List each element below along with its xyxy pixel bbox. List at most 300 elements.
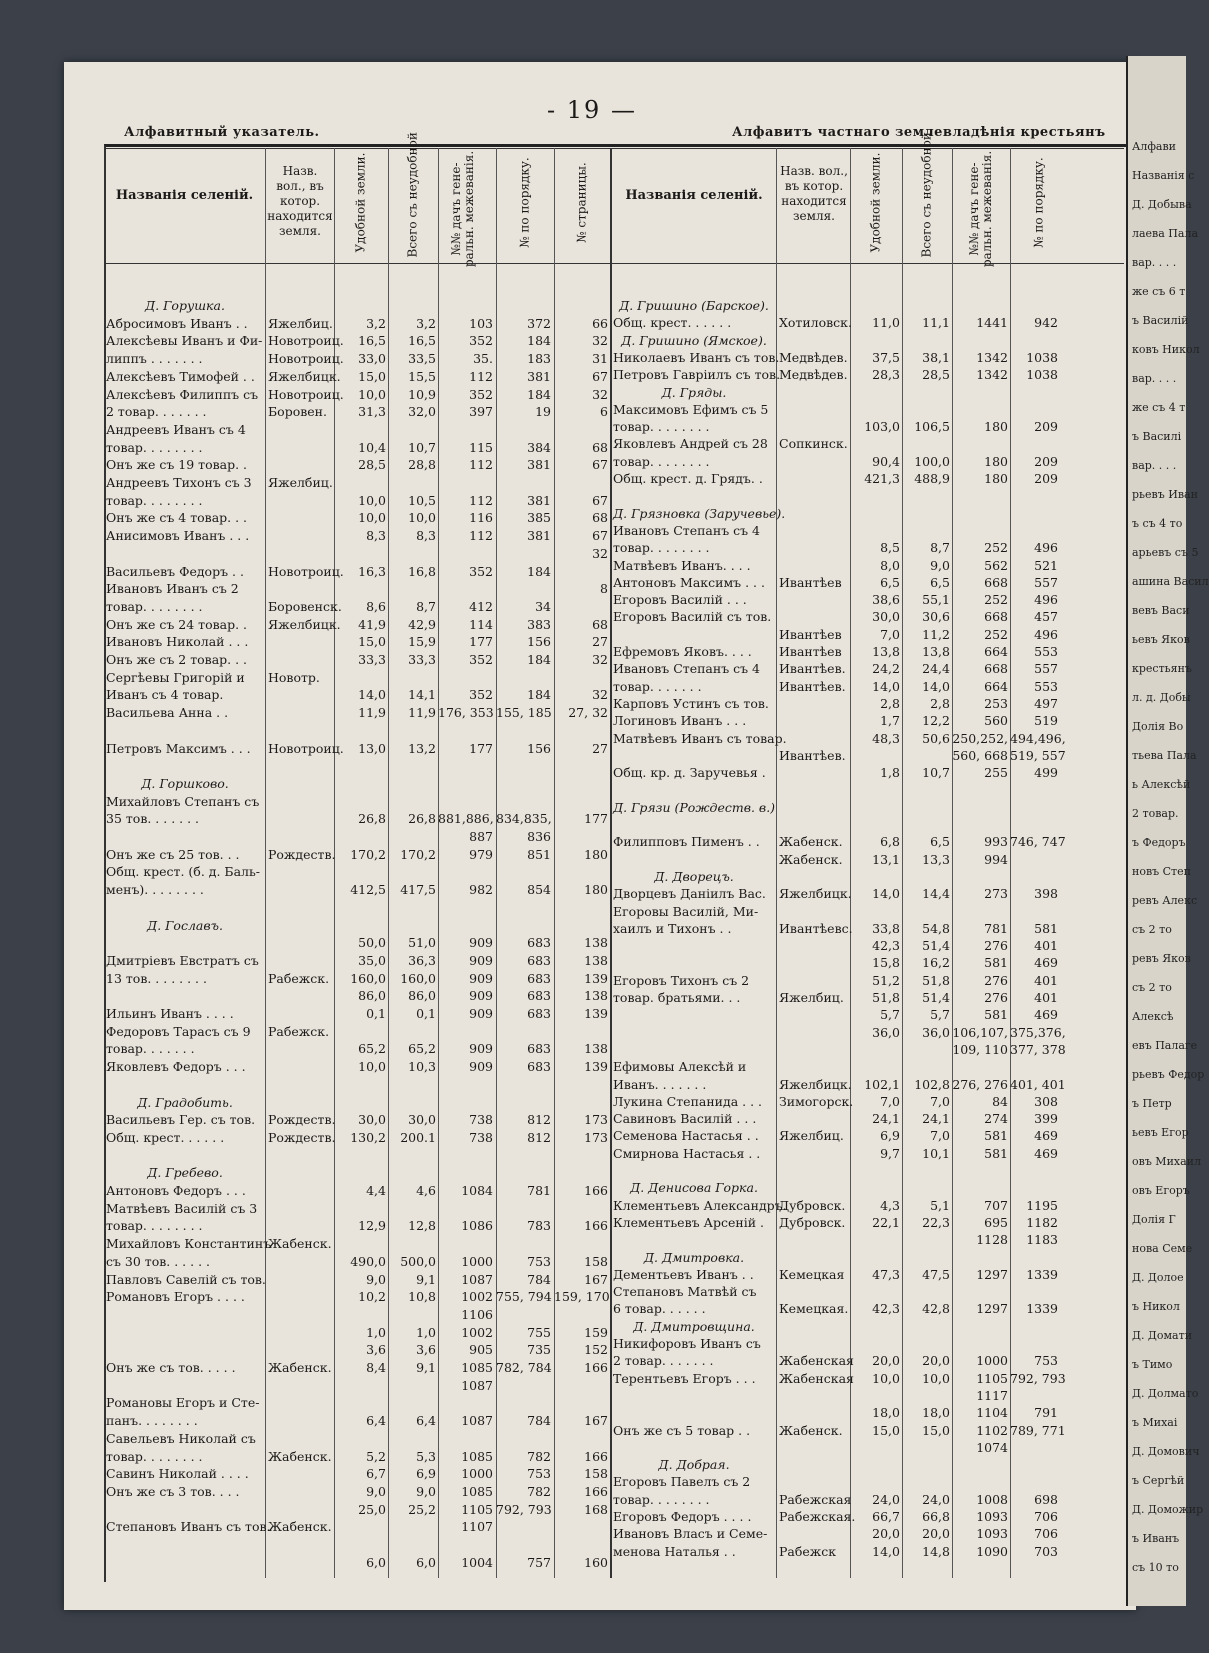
total-land-cell: 3,2 bbox=[416, 315, 436, 331]
owner-name: панъ. . . . . . . . bbox=[106, 1413, 198, 1429]
total-land-cell: 38,1 bbox=[922, 349, 950, 365]
dacha-number-cell: 252 bbox=[984, 592, 1008, 608]
page-number: - 19 — bbox=[547, 96, 637, 124]
owner-name: Терентьевъ Егоръ . . . bbox=[613, 1370, 756, 1386]
owner-name: Клементьевъ Арсеній . bbox=[613, 1214, 765, 1230]
order-number-cell: 496 bbox=[1034, 592, 1058, 608]
page-number-cell: 160 bbox=[584, 1554, 608, 1570]
page-number-cell: 67 bbox=[592, 492, 608, 508]
dacha-number-cell: 560 bbox=[984, 713, 1008, 729]
volost-cell: Ивантѣев. bbox=[779, 747, 846, 763]
total-land-cell: 22,3 bbox=[922, 1214, 950, 1230]
owner-name: Общ. крест. (б. д. Баль- bbox=[106, 864, 261, 880]
good-land-cell: 170,2 bbox=[350, 846, 386, 862]
good-land-cell: 38,6 bbox=[872, 592, 900, 608]
village-heading: Д. Гришино (Ямское). bbox=[621, 332, 767, 348]
good-land-cell: 15,0 bbox=[872, 1422, 900, 1438]
good-land-cell: 9,0 bbox=[366, 1271, 386, 1287]
good-land-cell: 51,8 bbox=[872, 990, 900, 1005]
total-land-cell: 13,3 bbox=[922, 851, 950, 867]
dacha-number-cell: 112 bbox=[469, 368, 493, 384]
order-number-cell: 156 bbox=[527, 740, 551, 756]
dacha-number-cell: 255 bbox=[984, 765, 1008, 781]
volost-cell: Ивантѣевс. bbox=[779, 920, 853, 936]
owner-name: Матвѣевъ Иванъ съ товар. bbox=[613, 730, 787, 746]
owner-name: Васильевъ Гер. съ тов. bbox=[106, 1112, 256, 1128]
total-land-cell: 24,4 bbox=[922, 661, 950, 677]
owner-name: Романовъ Егоръ . . . . bbox=[106, 1289, 245, 1305]
total-land-cell: 10,7 bbox=[408, 439, 436, 455]
volost-cell: Яжелбиц. bbox=[779, 990, 844, 1005]
dacha-number-cell: 412 bbox=[469, 598, 493, 614]
total-land-cell: 25,2 bbox=[408, 1501, 436, 1517]
page-number-cell: 67 bbox=[592, 528, 608, 544]
order-number-cell: 372 bbox=[527, 315, 551, 331]
total-land-cell: 15,5 bbox=[408, 368, 436, 384]
page-number-cell: 68 bbox=[592, 510, 608, 526]
good-land-cell: 10,0 bbox=[358, 386, 386, 402]
volost-cell: Яжелбицк. bbox=[268, 368, 341, 384]
owner-name: Логиновъ Иванъ . . . bbox=[613, 713, 747, 729]
dacha-number-cell: 252 bbox=[984, 540, 1008, 556]
dacha-number-cell: 581 bbox=[984, 1128, 1008, 1144]
total-land-cell: 30,6 bbox=[922, 609, 950, 625]
dacha-number-cell: 109, 110 bbox=[952, 1041, 1008, 1057]
dacha-number-cell: 1093 bbox=[976, 1526, 1008, 1542]
good-land-cell: 5,2 bbox=[366, 1448, 386, 1464]
order-number-cell: 308 bbox=[1034, 1093, 1058, 1109]
next-page-fragment: овъ Михаил bbox=[1132, 1155, 1201, 1168]
order-number-cell: 401 bbox=[1034, 938, 1058, 954]
good-land-cell: 13,8 bbox=[872, 644, 900, 659]
good-land-cell: 86,0 bbox=[358, 988, 386, 1004]
order-number-cell: 789, 771 bbox=[1010, 1422, 1066, 1438]
owner-name: Онъ же съ 3 тов. . . . bbox=[106, 1483, 240, 1499]
good-land-cell: 2,8 bbox=[880, 695, 900, 711]
total-land-cell: 8,7 bbox=[416, 598, 436, 614]
volost-cell: Яжелбиц. bbox=[268, 315, 333, 331]
order-number-cell: 553 bbox=[1034, 678, 1058, 694]
owner-name: Онъ же съ 2 товар. . . bbox=[106, 652, 248, 667]
good-land-cell: 160,0 bbox=[350, 970, 386, 986]
volost-cell: Яжелбицк. bbox=[268, 616, 341, 632]
owner-name: Яковлевъ Федоръ . . . bbox=[106, 1059, 246, 1075]
good-land-cell: 130,2 bbox=[350, 1129, 386, 1145]
good-land-cell: 20,0 bbox=[872, 1353, 900, 1369]
good-land-cell: 37,5 bbox=[872, 349, 900, 365]
total-land-cell: 18,0 bbox=[922, 1405, 950, 1421]
total-land-cell: 54,8 bbox=[922, 920, 950, 936]
order-number-cell: 469 bbox=[1034, 1007, 1058, 1023]
owner-name: Дементьевъ Иванъ . . bbox=[613, 1266, 754, 1282]
volost-cell: Ивантѣев. bbox=[779, 678, 846, 694]
dacha-number-cell: 1000 bbox=[976, 1353, 1008, 1369]
volost-cell: Жабенская bbox=[779, 1353, 854, 1369]
dacha-number-cell: 560, 668 bbox=[952, 747, 1008, 763]
total-land-cell: 65,2 bbox=[408, 1041, 436, 1057]
order-number-cell: 457 bbox=[1034, 609, 1058, 625]
owner-name: товар. братьями. . . bbox=[613, 990, 741, 1005]
dacha-number-cell: 1002 bbox=[461, 1289, 493, 1305]
owner-name: Карповъ Устинъ съ тов. bbox=[613, 695, 769, 711]
total-land-cell: 16,5 bbox=[408, 333, 436, 349]
dacha-number-cell: 909 bbox=[469, 1041, 493, 1057]
total-land-cell: 11,2 bbox=[922, 626, 950, 642]
header-right-order: № по порядку. bbox=[1031, 157, 1046, 248]
good-land-cell: 6,8 bbox=[880, 834, 900, 850]
owner-name: Ивановъ Степанъ съ 4 bbox=[613, 661, 761, 677]
next-page-fragment: Д. Долое bbox=[1132, 1271, 1184, 1284]
dacha-number-cell: 562 bbox=[984, 557, 1008, 573]
order-number-cell: 401 bbox=[1034, 990, 1058, 1005]
volost-cell: Жабенск. bbox=[779, 1422, 843, 1438]
dacha-number-cell: 180 bbox=[984, 453, 1008, 469]
total-land-cell: 5,1 bbox=[930, 1197, 950, 1213]
owner-name: Никифоровъ Иванъ съ bbox=[613, 1336, 761, 1351]
next-page-fragment: Алфави bbox=[1132, 140, 1177, 153]
next-page-fragment: Д. Домати bbox=[1132, 1329, 1193, 1342]
next-page-fragment: Д. Добыва bbox=[1132, 198, 1192, 211]
order-number-cell: 155, 185 bbox=[496, 705, 552, 721]
volost-cell: Яжелбицк. bbox=[779, 886, 852, 902]
dacha-number-cell: 664 bbox=[984, 678, 1008, 694]
good-land-cell: 8,3 bbox=[366, 528, 386, 544]
total-land-cell: 55,1 bbox=[922, 592, 950, 608]
total-land-cell: 15,0 bbox=[922, 1422, 950, 1438]
page-number-cell: 27, 32 bbox=[568, 705, 608, 721]
total-land-cell: 14,4 bbox=[922, 886, 950, 902]
next-page-fragment: ь Алексѣй bbox=[1132, 778, 1191, 791]
good-land-cell: 42,3 bbox=[872, 938, 900, 954]
total-land-cell: 102,8 bbox=[914, 1076, 950, 1092]
dacha-number-cell: 1102 bbox=[976, 1422, 1008, 1438]
dacha-number-cell: 114 bbox=[469, 616, 493, 632]
good-land-cell: 1,0 bbox=[366, 1324, 386, 1340]
page-number-cell: 67 bbox=[592, 457, 608, 473]
page-number-cell: 167 bbox=[584, 1271, 608, 1287]
total-land-cell: 86,0 bbox=[408, 988, 436, 1004]
page-number-cell: 166 bbox=[584, 1360, 608, 1375]
next-page-fragment: ъ Сергѣй bbox=[1132, 1474, 1185, 1487]
next-page-fragment: ъ Василій bbox=[1132, 314, 1189, 327]
dacha-number-cell: 106,107, bbox=[952, 1024, 1008, 1040]
good-land-cell: 33,3 bbox=[358, 652, 386, 667]
good-land-cell: 103,0 bbox=[864, 419, 900, 435]
good-land-cell: 1,7 bbox=[880, 713, 900, 729]
order-number-cell: 519 bbox=[1034, 713, 1058, 729]
page-number-cell: 152 bbox=[584, 1342, 608, 1358]
order-number-cell: 385 bbox=[527, 510, 551, 526]
owner-name: Анисимовъ Иванъ . . . bbox=[106, 528, 250, 544]
good-land-cell: 20,0 bbox=[872, 1526, 900, 1542]
volost-cell: Новотроиц. bbox=[268, 563, 344, 579]
owner-name: Общ. крест. . . . . . bbox=[613, 315, 732, 331]
owner-name: товар. . . . . . . . bbox=[106, 439, 203, 455]
good-land-cell: 25,0 bbox=[358, 1501, 386, 1517]
page-number-cell: 139 bbox=[584, 1059, 608, 1075]
page-number-cell: 31 bbox=[592, 351, 608, 367]
owner-name: Антоновъ Федоръ . . . bbox=[106, 1183, 246, 1198]
order-number-cell: 753 bbox=[527, 1253, 551, 1269]
good-land-cell: 0,1 bbox=[366, 1006, 386, 1021]
volost-cell: Рабежская bbox=[779, 1491, 852, 1507]
dacha-number-cell: 1342 bbox=[976, 367, 1008, 383]
page-number-cell: 139 bbox=[584, 970, 608, 986]
dacha-number-cell: 581 bbox=[984, 1145, 1008, 1161]
owner-name: Романовы Егоръ и Сте- bbox=[106, 1395, 260, 1411]
volost-cell: Новотр. bbox=[268, 669, 320, 685]
total-land-cell: 13,8 bbox=[922, 644, 950, 659]
total-land-cell: 33,5 bbox=[408, 351, 436, 367]
volost-cell: Медвѣдев. bbox=[779, 349, 848, 365]
dacha-number-cell: 1128 bbox=[976, 1232, 1008, 1248]
total-land-cell: 10,3 bbox=[408, 1059, 436, 1075]
order-number-cell: 184 bbox=[527, 333, 551, 349]
next-page-fragment: ревъ Алекс bbox=[1132, 894, 1198, 907]
total-land-cell: 28,5 bbox=[922, 367, 950, 383]
village-heading: Д. Гришино (Барское). bbox=[619, 298, 769, 313]
owner-name: менова Наталья . . bbox=[613, 1543, 736, 1559]
owner-name: товар. . . . . . . . bbox=[613, 540, 710, 556]
owner-name: Антоновъ Максимъ . . . bbox=[613, 574, 765, 590]
order-number-cell: 1182 bbox=[1026, 1214, 1058, 1230]
dacha-number-cell: 1105 bbox=[976, 1370, 1008, 1386]
owner-name: Егоровъ Федоръ . . . . bbox=[613, 1509, 752, 1524]
total-land-cell: 10,0 bbox=[408, 510, 436, 526]
page-number-cell: 159 bbox=[584, 1324, 608, 1340]
total-land-cell: 16,8 bbox=[408, 563, 436, 579]
good-land-cell: 11,9 bbox=[358, 705, 386, 721]
dacha-number-cell: 112 bbox=[469, 492, 493, 508]
good-land-cell: 18,0 bbox=[872, 1405, 900, 1421]
volost-cell: Рождеств. bbox=[268, 1129, 336, 1145]
dacha-number-cell: 253 bbox=[984, 695, 1008, 711]
next-page-fragment: ъ Тимо bbox=[1132, 1358, 1173, 1371]
order-number-cell: 469 bbox=[1034, 955, 1058, 971]
page-number-cell: 32 bbox=[592, 333, 608, 349]
page-number-cell: 180 bbox=[584, 882, 608, 898]
owner-name: 2 товар. . . . . . . bbox=[613, 1353, 714, 1369]
dacha-number-cell: 112 bbox=[469, 528, 493, 544]
owner-name: Алексѣевъ Филиппъ съ bbox=[106, 386, 259, 402]
total-land-cell: 9,0 bbox=[416, 1483, 436, 1499]
dacha-number-cell: 905 bbox=[469, 1342, 493, 1358]
volost-cell: Рождеств. bbox=[268, 1112, 336, 1128]
dacha-number-cell: 84 bbox=[992, 1093, 1008, 1109]
next-page-fragment: вар. . . . bbox=[1132, 459, 1177, 472]
next-page-fragment: вар. . . . bbox=[1132, 372, 1177, 385]
owner-name: Алексѣевъ Тимофей . . bbox=[106, 368, 255, 384]
order-number-cell: 401 bbox=[1034, 972, 1058, 988]
good-land-cell: 30,0 bbox=[358, 1112, 386, 1128]
page-number-cell: 173 bbox=[584, 1129, 608, 1145]
total-land-cell: 8,3 bbox=[416, 528, 436, 544]
good-land-cell: 33,0 bbox=[358, 351, 386, 367]
order-number-cell: 783 bbox=[527, 1218, 551, 1234]
total-land-cell: 12,8 bbox=[408, 1218, 436, 1234]
order-number-cell: 784 bbox=[527, 1413, 551, 1429]
owner-name: товар. . . . . . . bbox=[106, 1041, 195, 1057]
next-page-fragment: Д. Долмато bbox=[1132, 1387, 1199, 1400]
order-number-cell: 812 bbox=[527, 1112, 551, 1128]
dacha-number-cell: 909 bbox=[469, 970, 493, 986]
good-land-cell: 24,1 bbox=[872, 1111, 900, 1127]
owner-name: съ 30 тов. . . . . . bbox=[106, 1253, 210, 1269]
owner-name: Егоровъ Василій . . . bbox=[613, 592, 747, 608]
owner-name: товар. . . . . . . . bbox=[106, 598, 203, 614]
dacha-number-cell: 781 bbox=[984, 920, 1008, 936]
volost-cell: Новотроиц. bbox=[268, 386, 344, 402]
good-land-cell: 13,1 bbox=[872, 851, 900, 867]
column-rule bbox=[265, 148, 266, 1578]
header-right-volost: Назв. вол., въ котор. находится земля. bbox=[780, 164, 848, 223]
order-number-cell: 381 bbox=[527, 528, 551, 544]
dacha-number-cell: 1106 bbox=[461, 1306, 493, 1322]
order-number-cell: 851 bbox=[527, 846, 551, 862]
dacha-number-cell: 1085 bbox=[461, 1360, 493, 1375]
total-land-cell: 6,5 bbox=[930, 574, 950, 590]
total-land-cell: 51,4 bbox=[922, 990, 950, 1005]
next-page-fragment: же съ 6 т bbox=[1132, 285, 1186, 298]
dacha-number-cell: 352 bbox=[469, 386, 493, 402]
dacha-number-cell: 1087 bbox=[461, 1271, 493, 1287]
order-number-cell: 209 bbox=[1034, 453, 1058, 469]
owner-name: Егоровъ Тихонъ съ 2 bbox=[613, 972, 750, 988]
order-number-cell: 499 bbox=[1034, 765, 1058, 781]
owner-name: Онъ же съ 19 товар. . bbox=[106, 457, 248, 473]
good-land-cell: 3,6 bbox=[366, 1342, 386, 1358]
next-page-fragment: ьевъ Егор bbox=[1132, 1126, 1189, 1139]
page-number-cell: 27 bbox=[592, 634, 608, 650]
owner-name: товар. . . . . . . . bbox=[106, 1448, 203, 1464]
order-number-cell: 401, 401 bbox=[1010, 1076, 1066, 1092]
good-land-cell: 8,0 bbox=[880, 557, 900, 573]
dacha-number-cell: 1004 bbox=[461, 1554, 493, 1570]
owner-name: Общ. кр. д. Заручевья . bbox=[613, 765, 766, 781]
good-land-cell: 65,2 bbox=[358, 1041, 386, 1057]
total-land-cell: 11,9 bbox=[408, 705, 436, 721]
order-number-cell: 706 bbox=[1034, 1509, 1058, 1524]
volost-cell: Хотиловск. bbox=[779, 315, 852, 331]
good-land-cell: 421,3 bbox=[864, 471, 900, 486]
good-land-cell: 33,8 bbox=[872, 920, 900, 936]
dacha-number-cell: 1093 bbox=[976, 1509, 1008, 1524]
dacha-number-cell: 994 bbox=[984, 851, 1008, 867]
good-land-cell: 47,3 bbox=[872, 1266, 900, 1282]
next-page-fragment: л. д. Добы bbox=[1132, 691, 1191, 704]
dacha-number-cell: 276 bbox=[984, 938, 1008, 954]
good-land-cell: 36,0 bbox=[872, 1024, 900, 1040]
order-number-cell: 757 bbox=[527, 1554, 551, 1570]
good-land-cell: 7,0 bbox=[880, 1093, 900, 1109]
order-number-cell: 1183 bbox=[1026, 1232, 1058, 1248]
total-land-cell: 200.1 bbox=[400, 1129, 436, 1145]
order-number-cell: 706 bbox=[1034, 1526, 1058, 1542]
good-land-cell: 90,4 bbox=[872, 453, 900, 469]
next-page-fragment: ъ Иванъ bbox=[1132, 1532, 1180, 1545]
page-number-cell: 6 bbox=[600, 404, 608, 420]
next-page-fragment: крестьянъ bbox=[1132, 662, 1192, 675]
total-land-cell: 30,0 bbox=[408, 1112, 436, 1128]
total-land-cell: 7,0 bbox=[930, 1093, 950, 1109]
village-heading: Д. Грязновка (Заручевье). bbox=[613, 505, 786, 521]
order-number-cell: 209 bbox=[1034, 471, 1058, 486]
dacha-number-cell: 1087 bbox=[461, 1413, 493, 1429]
order-number-cell: 377, 378 bbox=[1010, 1041, 1066, 1057]
dacha-number-cell: 1104 bbox=[976, 1405, 1008, 1421]
volost-cell: Рождеств. bbox=[268, 846, 336, 862]
order-number-cell: 812 bbox=[527, 1129, 551, 1145]
page-number-cell: 68 bbox=[592, 616, 608, 632]
volost-cell: Жабенск. bbox=[779, 834, 843, 850]
good-land-cell: 22,1 bbox=[872, 1214, 900, 1230]
volost-cell: Медвѣдев. bbox=[779, 367, 848, 383]
total-land-cell: 11,1 bbox=[922, 315, 950, 331]
dacha-number-cell: 115 bbox=[469, 439, 493, 455]
good-land-cell: 30,0 bbox=[872, 609, 900, 625]
next-page-fragment: евъ Палаге bbox=[1132, 1039, 1198, 1052]
owner-name: товар. . . . . . . . bbox=[613, 1491, 710, 1507]
total-land-cell: 47,5 bbox=[922, 1266, 950, 1282]
volost-cell: Новотроиц. bbox=[268, 351, 344, 367]
good-land-cell: 13,0 bbox=[358, 740, 386, 756]
good-land-cell: 6,9 bbox=[880, 1128, 900, 1144]
dacha-number-cell: 176, 353 bbox=[438, 705, 494, 721]
dacha-number-cell: 1008 bbox=[976, 1491, 1008, 1507]
dacha-number-cell: 35. bbox=[473, 351, 493, 367]
next-page-fragment: вевъ Васи bbox=[1132, 604, 1190, 617]
volost-cell: Ивантѣев bbox=[779, 626, 842, 642]
volost-cell: Боровен. bbox=[268, 404, 327, 420]
order-number-cell: 683 bbox=[527, 1041, 551, 1057]
order-number-cell: 784 bbox=[527, 1271, 551, 1287]
owner-name: Филипповъ Пименъ . . bbox=[613, 834, 760, 850]
dacha-number-cell: 252 bbox=[984, 626, 1008, 642]
owner-name: товар. . . . . . . . bbox=[106, 492, 203, 508]
owner-name: Степановъ Иванъ съ тов. bbox=[106, 1519, 271, 1535]
owner-name: 2 товар. . . . . . . bbox=[106, 404, 207, 420]
dacha-number-cell: 1441 bbox=[976, 315, 1008, 331]
total-land-cell: 160,0 bbox=[400, 970, 436, 986]
owner-name: Общ. крест. . . . . . bbox=[106, 1129, 225, 1145]
good-land-cell: 24,0 bbox=[872, 1491, 900, 1507]
order-number-cell: 781 bbox=[527, 1183, 551, 1198]
owner-name: Савиновъ Василій . . . bbox=[613, 1111, 757, 1127]
owner-name: Ивановъ Власъ и Семе- bbox=[613, 1526, 768, 1542]
next-page-fragment: рьевъ Федор bbox=[1132, 1068, 1205, 1081]
next-page-fragment: ашина Васил bbox=[1132, 575, 1209, 588]
owner-name: Павловъ Савелій съ тов. bbox=[106, 1271, 266, 1287]
owner-name: Онъ же съ 25 тов. . . bbox=[106, 846, 240, 862]
total-land-cell: 8,7 bbox=[930, 540, 950, 556]
owner-name: Смирнова Настасья . . bbox=[613, 1145, 761, 1161]
volost-cell: Боровенск. bbox=[268, 598, 342, 614]
village-heading: Д. Градобить. bbox=[137, 1094, 233, 1110]
order-number-cell: 184 bbox=[527, 687, 551, 703]
total-land-cell: 10,0 bbox=[922, 1370, 950, 1386]
good-land-cell: 66,7 bbox=[872, 1509, 900, 1524]
order-number-cell: 1339 bbox=[1026, 1301, 1058, 1317]
good-land-cell: 48,3 bbox=[872, 730, 900, 746]
good-land-cell: 42,3 bbox=[872, 1301, 900, 1317]
volost-cell: Жабенская bbox=[779, 1370, 854, 1386]
owner-name: Яковлевъ Андрей съ 28 bbox=[613, 436, 768, 452]
owner-name: Дворцевъ Даніилъ Вас. bbox=[613, 886, 766, 902]
running-header-left: Алфавитный указатель. bbox=[124, 125, 320, 140]
page-number-cell: 32 bbox=[592, 652, 608, 667]
owner-name: Егоровы Василій, Ми- bbox=[613, 903, 759, 919]
page-number-cell: 166 bbox=[584, 1483, 608, 1499]
